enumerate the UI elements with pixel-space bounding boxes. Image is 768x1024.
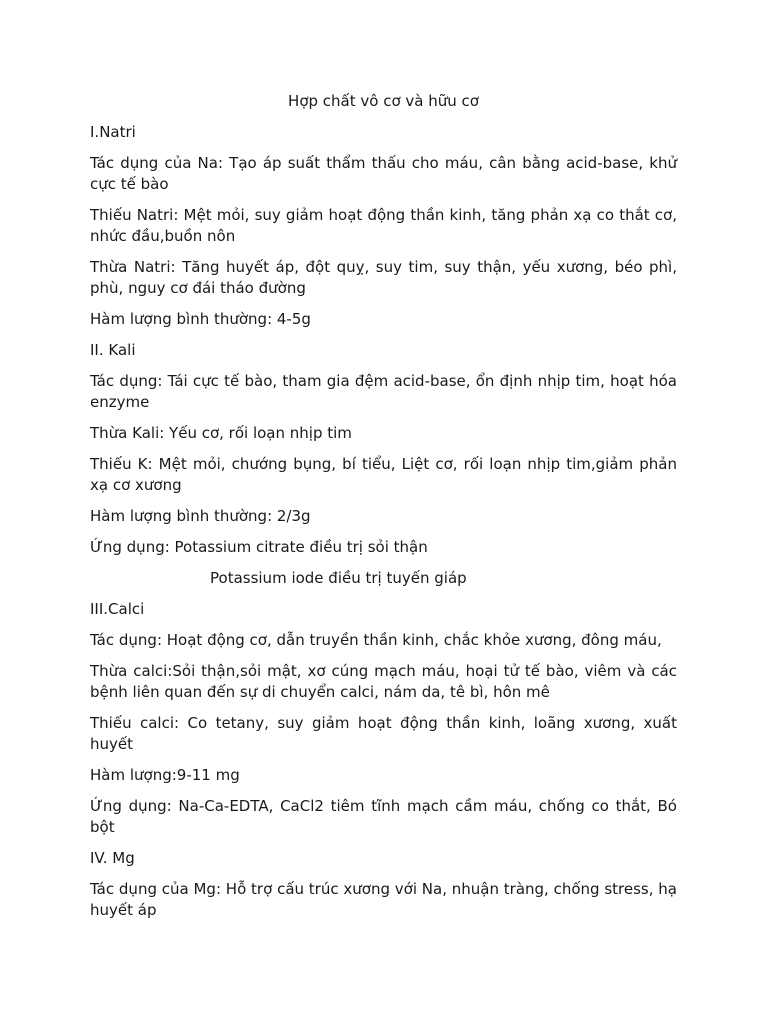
paragraph-k-application: Ứng dụng: Potassium citrate điều trị sỏi thận [90,538,428,556]
section-heading-calci: III.Calci [90,600,145,618]
paragraph-mg-effect: Tác dụng của Mg: Hỗ trợ cấu trúc xương với Na, nhuận tràng, chống stress, hạ huyết áp [90,880,677,919]
paragraph-k-excess: Thừa Kali: Yếu cơ, rối loạn nhịp tim [90,424,352,442]
section-heading-natri: I.Natri [90,123,136,141]
paragraph-na-deficiency: Thiếu Natri: Mệt mỏi, suy giảm hoạt động thần kinh, tăng phản xạ co thắt cơ, nhức đầu,buồn nôn [90,206,677,245]
paragraph-na-excess: Thừa Natri: Tăng huyết áp, đột quỵ, suy tim, suy thận, yếu xương, béo phì, phù, nguy cơ đái tháo đường [90,258,677,297]
paragraph-na-normal-level: Hàm lượng bình thường: 4-5g [90,310,311,328]
paragraph-k-normal-level: Hàm lượng bình thường: 2/3g [90,507,311,525]
document-page [90,91,677,931]
paragraph-ca-deficiency: Thiếu calci: Co tetany, suy giảm hoạt động thần kinh, loãng xương, xuất huyết [90,714,677,753]
paragraph-k-effect: Tác dụng: Tái cực tế bào, tham gia đệm acid-base, ổn định nhịp tim, hoạt hóa enzyme [90,372,677,411]
section-heading-mg: IV. Mg [90,849,135,867]
paragraph-na-effect: Tác dụng của Na: Tạo áp suất thẩm thấu cho máu, cân bằng acid-base, khử cực tế bào [90,154,677,193]
paragraph-ca-excess: Thừa calci:Sỏi thận,sỏi mật, xơ cúng mạch máu, hoại tử tế bào, viêm và các bệnh liên quan đến sự di chuyển calci, nám da, tê bì, hôn mê [90,662,677,701]
document-title: Hợp chất vô cơ và hữu cơ [288,92,479,110]
paragraph-k-application-continued: Potassium iode điều trị tuyến giáp [210,569,467,587]
section-heading-kali: II. Kali [90,341,136,359]
paragraph-ca-application: Ứng dụng: Na-Ca-EDTA, CaCl2 tiêm tĩnh mạch cầm máu, chống co thắt, Bó bột [90,797,677,836]
paragraph-ca-effect: Tác dụng: Hoạt động cơ, dẫn truyền thần kinh, chắc khỏe xương, đông máu, [90,631,662,649]
paragraph-k-deficiency: Thiếu K: Mệt mỏi, chướng bụng, bí tiểu, Liệt cơ, rối loạn nhịp tim,giảm phản xạ cơ xương [90,455,677,494]
paragraph-ca-level: Hàm lượng:9-11 mg [90,766,240,784]
